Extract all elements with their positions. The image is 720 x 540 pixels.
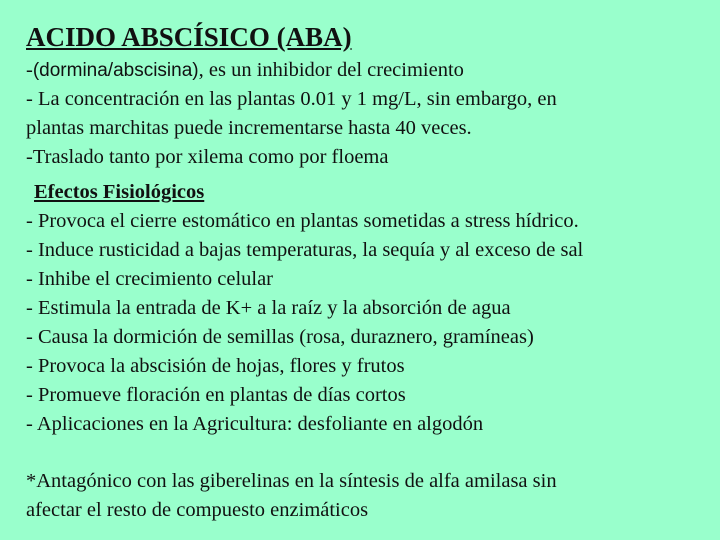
note-line-2: afectar el resto de compuesto enzimáticos	[26, 499, 369, 521]
intro-text	[26, 56, 557, 172]
effect-item: - Promueve floración en plantas de días cortos	[26, 384, 406, 406]
effect-item: - Aplicaciones en la Agricultura: desfoliante en algodón	[26, 413, 484, 435]
note-line-1: *Antagónico con las giberelinas en la síntesis de alfa amilasa sin	[26, 470, 557, 492]
intro-line-3: plantas marchitas puede incrementarse hasta 40 veces.	[26, 117, 472, 139]
effect-item: - Induce rusticidad a bajas temperaturas, la sequía y al exceso de sal	[26, 239, 584, 261]
effect-item: - Inhibe el crecimiento celular	[26, 268, 274, 290]
effect-item: - Provoca el cierre estomático en plantas sometidas a stress hídrico.	[26, 210, 579, 232]
effects-heading: Efectos Fisiológicos	[34, 181, 205, 203]
antagonism-note	[26, 467, 557, 525]
effect-item: - Causa la dormición de semillas (rosa, duraznero, gramíneas)	[26, 326, 534, 348]
intro-line-2: - La concentración en las plantas 0.01 y 1 mg/L, sin embargo, en	[26, 88, 557, 110]
intro-line-1-prefix: -	[26, 59, 33, 81]
intro-term: (dormina/abscisina)	[32, 60, 199, 81]
slide-title: ACIDO ABSCÍSICO (ABA)	[26, 22, 352, 52]
effect-item: - Estimula la entrada de K+ a la raíz y la absorción de agua	[26, 297, 511, 319]
effect-item: - Provoca la abscisión de hojas, flores y frutos	[26, 355, 405, 377]
intro-line-4: -Traslado tanto por xilema como por floema	[26, 146, 389, 168]
effects-list	[26, 207, 583, 439]
intro-line-1-rest: , es un inhibidor del crecimiento	[198, 59, 464, 81]
intro-line-1	[26, 56, 557, 85]
